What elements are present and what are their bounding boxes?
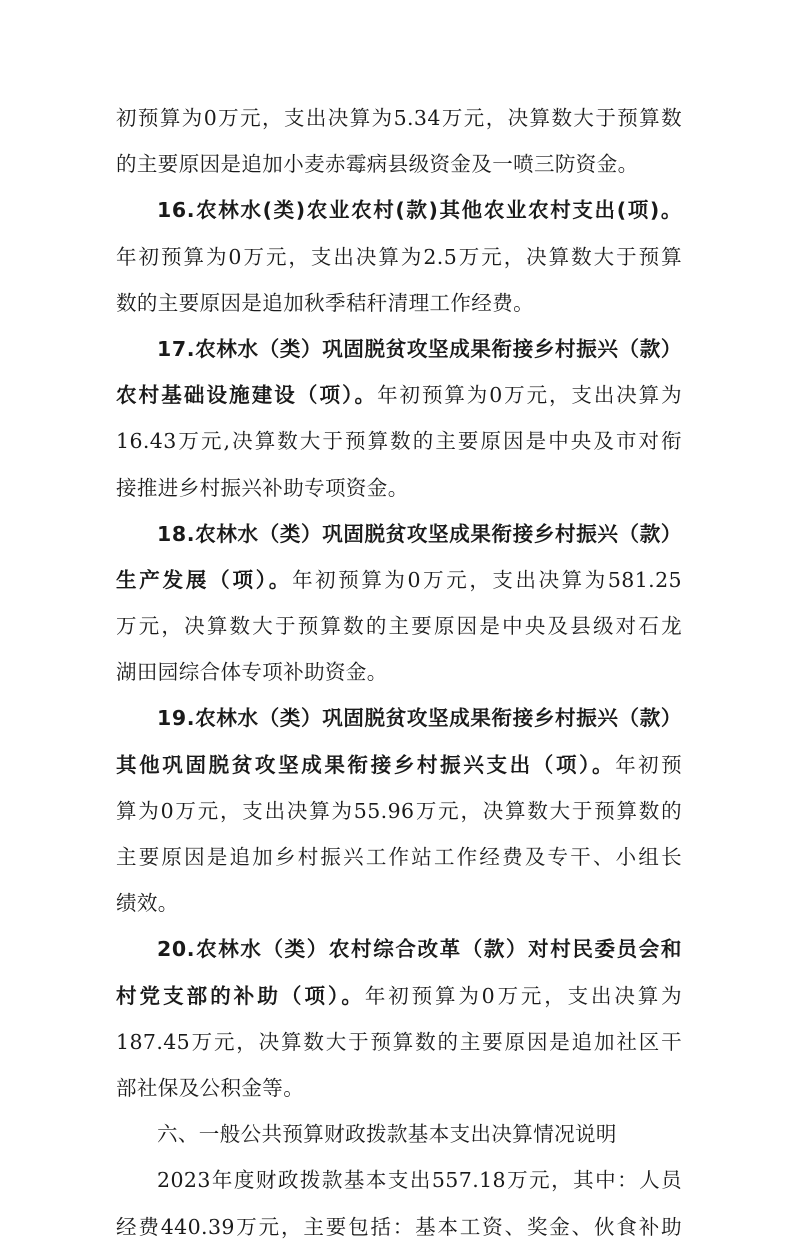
body-text: 的主要原因是追加小麦赤霉病县级资金及一喷三防资金。: [116, 152, 639, 177]
bold-heading-text: 生产发展（项）。: [116, 567, 293, 592]
body-text: 年初预算为0万元，支出决算为581.25: [292, 567, 682, 592]
bold-heading-text: 20.农林水（类）农村综合改革（款）对村民委员会和: [157, 937, 682, 962]
body-text: 湖田园综合体专项补助资金。: [116, 660, 388, 685]
body-text: 数的主要原因是追加秋季秸秆清理工作经费。: [116, 290, 534, 315]
body-text: 绩效。: [116, 891, 179, 916]
text-line: [116, 973, 682, 1019]
paragraph-section6-heading: [116, 1111, 682, 1157]
paragraph-p15-tail: [116, 95, 682, 187]
body-text: 年初预: [615, 752, 682, 777]
text-line: [116, 1204, 682, 1250]
text-line: [116, 187, 682, 233]
body-text: 万元，决算数大于预算数的主要原因是中央及县级对石龙: [116, 614, 682, 639]
text-line: [116, 465, 682, 511]
text-line: [116, 1065, 682, 1111]
body-text: 部社保及公积金等。: [116, 1075, 305, 1100]
bold-heading-text: 17.农林水（类）巩固脱贫攻坚成果衔接乡村振兴（款）: [157, 336, 682, 361]
text-line: [116, 557, 682, 603]
bold-heading-text: 农村基础设施建设（项）。: [116, 383, 378, 408]
text-line: [116, 834, 682, 880]
text-line: [116, 1019, 682, 1065]
body-text: 接推进乡村振兴补助专项资金。: [116, 475, 409, 500]
paragraph-p17: [116, 326, 682, 511]
body-text: 六、一般公共预算财政拨款基本支出决算情况说明: [157, 1122, 617, 1147]
text-line: [116, 141, 682, 187]
text-line: [116, 511, 682, 557]
text-line: [116, 880, 682, 926]
text-line: [116, 788, 682, 834]
body-text: 年初预算为0万元，支出决算为: [377, 383, 682, 408]
text-line: [116, 95, 682, 141]
body-text: 187.45万元，决算数大于预算数的主要原因是追加社区干: [116, 1029, 682, 1054]
paragraph-p18: [116, 511, 682, 696]
paragraph-section6-body: [116, 1157, 682, 1249]
bold-heading-text: 19.农林水（类）巩固脱贫攻坚成果衔接乡村振兴（款）: [157, 706, 682, 731]
text-line: [116, 372, 682, 418]
bold-heading-text: 18.农林水（类）巩固脱贫攻坚成果衔接乡村振兴（款）: [157, 521, 682, 546]
paragraph-p20: [116, 926, 682, 1111]
text-line: [116, 418, 682, 464]
text-line: [116, 926, 682, 972]
body-text: 年初预算为0万元，支出决算为: [364, 983, 682, 1008]
text-line: [116, 1157, 682, 1203]
text-line: [116, 695, 682, 741]
body-text: 年初预算为0万元，支出决算为2.5万元，决算数大于预算: [116, 244, 682, 269]
body-text: 经费440.39万元，主要包括：基本工资、奖金、伙食补助: [116, 1214, 682, 1239]
body-text: 主要原因是追加乡村振兴工作站工作经费及专干、小组长: [116, 845, 682, 869]
text-line: [116, 742, 682, 788]
text-line: [116, 326, 682, 372]
paragraph-p19: [116, 695, 682, 926]
paragraph-p16: [116, 187, 682, 326]
body-text: 16.43万元,决算数大于预算数的主要原因是中央及市对衔: [116, 429, 682, 454]
bold-heading-text: 其他巩固脱贫攻坚成果衔接乡村振兴支出（项）。: [116, 752, 616, 777]
text-line: [116, 603, 682, 649]
body-text: 2023年度财政拨款基本支出557.18万元，其中：人员: [157, 1168, 682, 1193]
text-line: [116, 1111, 682, 1157]
body-text: 算为0万元，支出决算为55.96万元，决算数大于预算数的: [116, 798, 682, 823]
text-line: [116, 649, 682, 695]
text-line: [116, 234, 682, 280]
text-line: [116, 280, 682, 326]
body-text: 初预算为0万元，支出决算为5.34万元，决算数大于预算数: [116, 106, 682, 130]
document-page: [116, 95, 682, 1250]
bold-heading-text: 村党支部的补助（项）。: [116, 983, 365, 1008]
bold-heading-text: 16.农林水(类)农业农村(款)其他农业农村支出(项)。: [157, 198, 682, 223]
